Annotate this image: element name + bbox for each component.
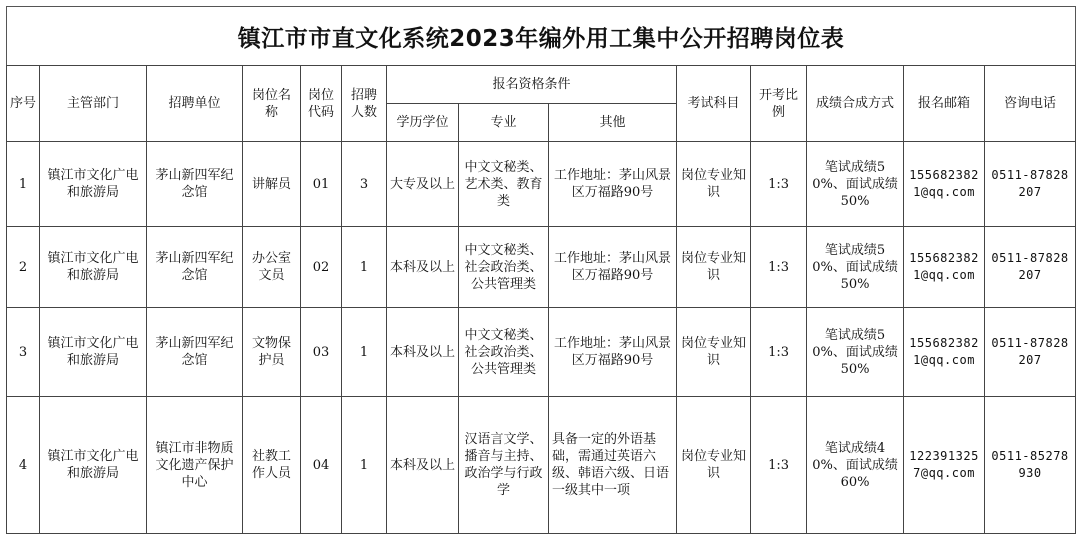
- cell-exam: 岗位专业知识: [677, 227, 751, 308]
- header-email: 报名邮箱: [904, 66, 985, 142]
- cell-unit: 茅山新四军纪念馆: [147, 227, 243, 308]
- cell-ratio: 1:3: [751, 397, 807, 534]
- cell-score: 笔试成绩50%、面试成绩50%: [807, 142, 904, 227]
- cell-seq: 4: [7, 397, 40, 534]
- cell-exam: 岗位专业知识: [677, 397, 751, 534]
- cell-dept: 镇江市文化广电和旅游局: [40, 397, 147, 534]
- cell-dept: 镇江市文化广电和旅游局: [40, 142, 147, 227]
- cell-major: 中文文秘类、社会政治类、公共管理类: [459, 227, 549, 308]
- table-row: [7, 142, 1076, 227]
- cell-post-code: 04: [301, 397, 342, 534]
- cell-major: 汉语言文学、播音与主持、政治学与行政学: [459, 397, 549, 534]
- cell-email: 1223913257@qq.com: [904, 397, 985, 534]
- cell-post-code: 01: [301, 142, 342, 227]
- cell-unit: 茅山新四军纪念馆: [147, 308, 243, 397]
- cell-count: 1: [342, 308, 387, 397]
- cell-major: 中文文秘类、艺术类、教育类: [459, 142, 549, 227]
- cell-other: 工作地址：茅山风景区万福路90号: [549, 308, 677, 397]
- cell-count: 1: [342, 397, 387, 534]
- cell-post-name: 社教工作人员: [243, 397, 301, 534]
- table-row: [7, 308, 1076, 397]
- cell-count: 1: [342, 227, 387, 308]
- page-title: 镇江市市直文化系统2023年编外用工集中公开招聘岗位表: [6, 6, 1076, 65]
- cell-post-name: 讲解员: [243, 142, 301, 227]
- cell-phone: 0511-87828207: [985, 142, 1076, 227]
- cell-post-name: 文物保护员: [243, 308, 301, 397]
- cell-education: 本科及以上: [387, 308, 459, 397]
- header-post-name: 岗位名称: [243, 66, 301, 142]
- cell-dept: 镇江市文化广电和旅游局: [40, 227, 147, 308]
- cell-dept: 镇江市文化广电和旅游局: [40, 308, 147, 397]
- header-qualification: 报名资格条件: [387, 66, 677, 104]
- table-row: [7, 227, 1076, 308]
- cell-post-code: 03: [301, 308, 342, 397]
- cell-score: 笔试成绩40%、面试成绩60%: [807, 397, 904, 534]
- cell-education: 本科及以上: [387, 227, 459, 308]
- cell-post-code: 02: [301, 227, 342, 308]
- cell-count: 3: [342, 142, 387, 227]
- header-post-code: 岗位代码: [301, 66, 342, 142]
- header-score: 成绩合成方式: [807, 66, 904, 142]
- cell-education: 本科及以上: [387, 397, 459, 534]
- cell-other: 工作地址：茅山风景区万福路90号: [549, 142, 677, 227]
- cell-email: 1556823821@qq.com: [904, 308, 985, 397]
- header-seq: 序号: [7, 66, 40, 142]
- cell-phone: 0511-87828207: [985, 308, 1076, 397]
- header-education: 学历学位: [387, 104, 459, 142]
- header-dept: 主管部门: [40, 66, 147, 142]
- cell-post-name: 办公室文员: [243, 227, 301, 308]
- cell-score: 笔试成绩50%、面试成绩50%: [807, 308, 904, 397]
- cell-ratio: 1:3: [751, 142, 807, 227]
- header-major: 专业: [459, 104, 549, 142]
- cell-phone: 0511-85278930: [985, 397, 1076, 534]
- cell-unit: 镇江市非物质文化遗产保护中心: [147, 397, 243, 534]
- cell-ratio: 1:3: [751, 308, 807, 397]
- header-exam: 考试科目: [677, 66, 751, 142]
- cell-other: 具备一定的外语基础，需通过英语六级、韩语六级、日语一级其中一项: [549, 397, 677, 534]
- cell-seq: 1: [7, 142, 40, 227]
- cell-exam: 岗位专业知识: [677, 308, 751, 397]
- header-other: 其他: [549, 104, 677, 142]
- cell-unit: 茅山新四军纪念馆: [147, 142, 243, 227]
- cell-other: 工作地址：茅山风景区万福路90号: [549, 227, 677, 308]
- recruitment-table: [6, 65, 1076, 534]
- cell-phone: 0511-87828207: [985, 227, 1076, 308]
- cell-exam: 岗位专业知识: [677, 142, 751, 227]
- cell-score: 笔试成绩50%、面试成绩50%: [807, 227, 904, 308]
- cell-education: 大专及以上: [387, 142, 459, 227]
- header-count: 招聘人数: [342, 66, 387, 142]
- cell-email: 1556823821@qq.com: [904, 227, 985, 308]
- cell-seq: 3: [7, 308, 40, 397]
- table-row: [7, 397, 1076, 534]
- cell-seq: 2: [7, 227, 40, 308]
- header-phone: 咨询电话: [985, 66, 1076, 142]
- header-ratio: 开考比例: [751, 66, 807, 142]
- cell-major: 中文文秘类、社会政治类、公共管理类: [459, 308, 549, 397]
- header-unit: 招聘单位: [147, 66, 243, 142]
- cell-ratio: 1:3: [751, 227, 807, 308]
- cell-email: 1556823821@qq.com: [904, 142, 985, 227]
